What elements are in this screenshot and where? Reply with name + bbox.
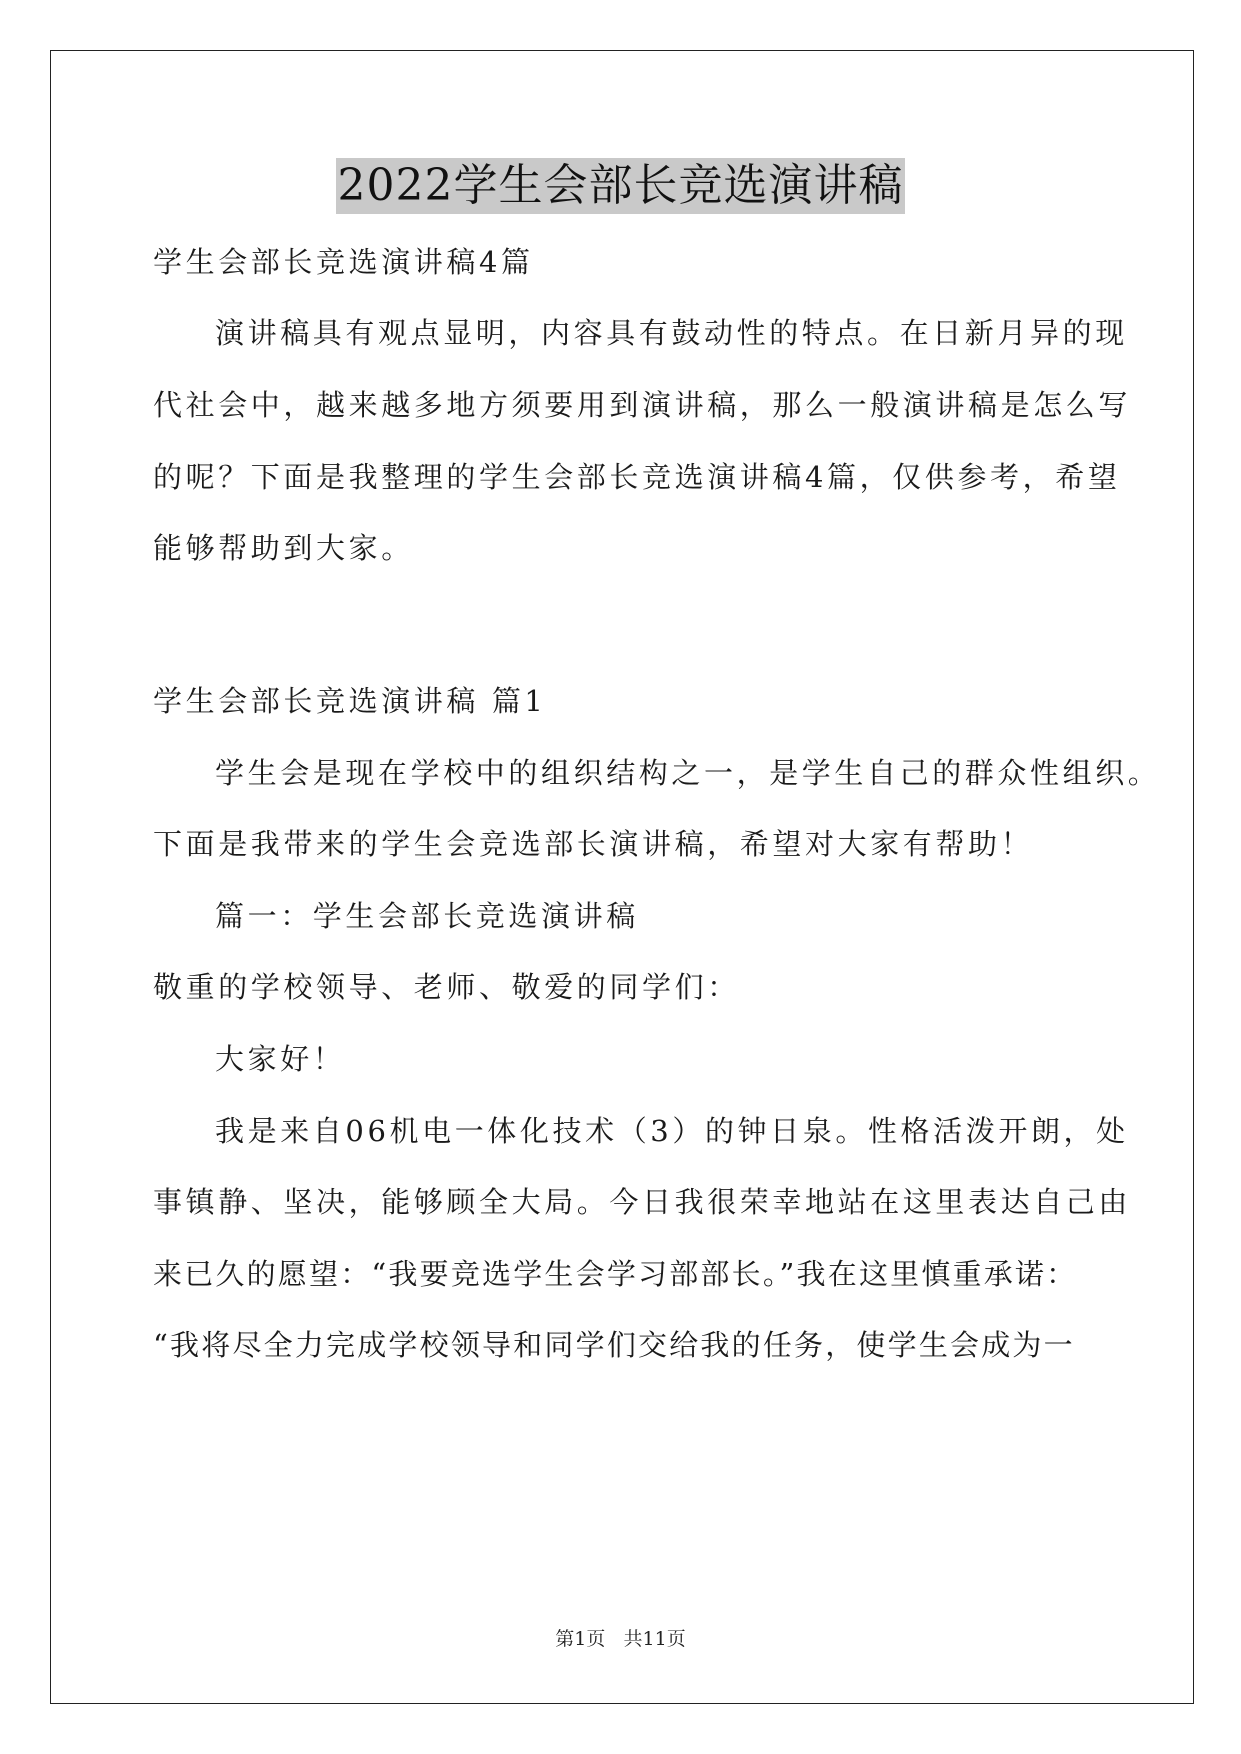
body-line-1: 学生会是现在学校中的组织结构之一，是学生自己的群众性组织。	[215, 756, 1161, 790]
body-line-8: 来已久的愿望：“我要竞选学生会学习部部长。”我在这里慎重承诺：	[153, 1257, 1078, 1291]
section-heading: 学生会部长竞选演讲稿 篇1	[153, 684, 547, 718]
intro-line-3: 的呢？下面是我整理的学生会部长竞选演讲稿4篇，仅供参考，希望	[153, 460, 1121, 494]
intro-line-2: 代社会中，越来越多地方须要用到演讲稿，那么一般演讲稿是怎么写	[153, 388, 1132, 422]
title-container	[0, 158, 1241, 214]
page-border	[50, 50, 1194, 1704]
document-title: 2022学生会部长竞选演讲稿	[336, 158, 906, 214]
body-line-7: 事镇静、坚决，能够顾全大局。今日我很荣幸地站在这里表达自己由	[153, 1185, 1132, 1219]
body-line-6: 我是来自06机电一体化技术（3）的钟日泉。性格活泼开朗，处	[215, 1114, 1129, 1148]
body-line-3: 篇一：学生会部长竞选演讲稿	[215, 899, 639, 933]
document-subtitle: 学生会部长竞选演讲稿4篇	[153, 245, 534, 279]
page-footer	[0, 1627, 1241, 1651]
body-line-2: 下面是我带来的学生会竞选部长演讲稿，希望对大家有帮助！	[153, 827, 1034, 861]
body-line-9: “我将尽全力完成学校领导和同学们交给我的任务，使学生会成为一	[153, 1328, 1075, 1362]
intro-line-1: 演讲稿具有观点显明，内容具有鼓动性的特点。在日新月异的现	[215, 316, 1128, 350]
intro-line-4: 能够帮助到大家。	[153, 531, 414, 565]
total-pages: 共11页	[623, 1628, 686, 1650]
page-number: 第1页	[555, 1628, 606, 1650]
greeting: 大家好！	[215, 1042, 346, 1076]
salutation: 敬重的学校领导、老师、敬爱的同学们：	[153, 970, 740, 1004]
